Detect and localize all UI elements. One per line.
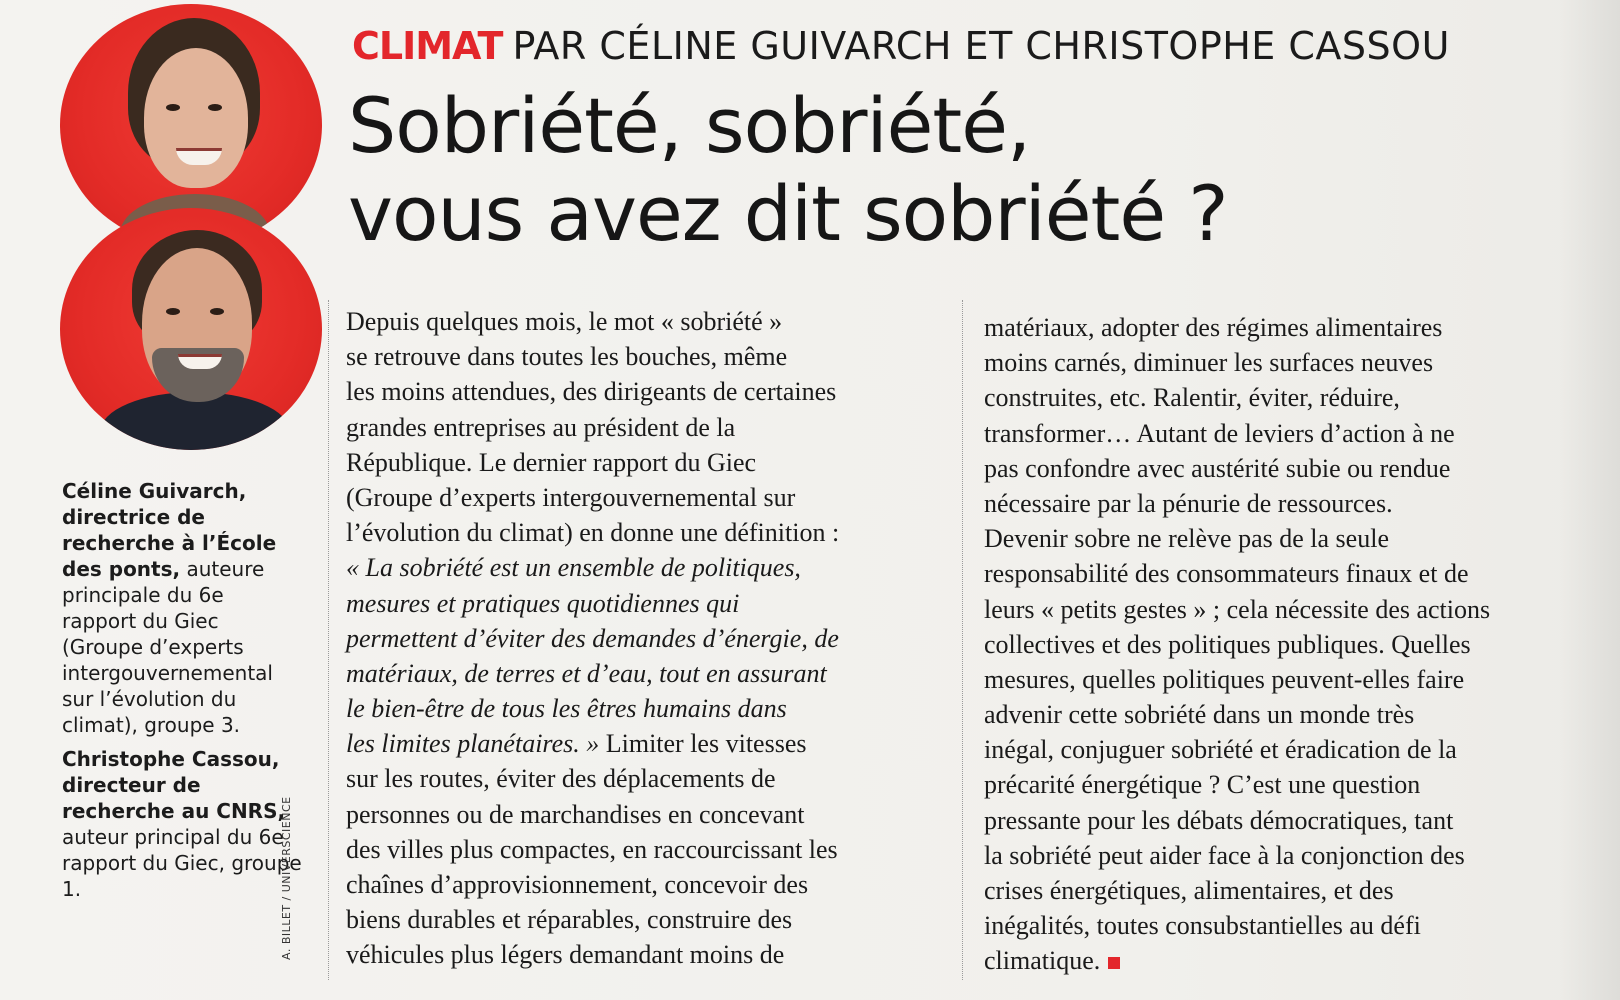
author-captions [62, 478, 302, 910]
quoted-definition: le bien-être de tous les êtres humains dans [346, 694, 787, 724]
body-line [984, 873, 1564, 908]
body-text: (Groupe d’experts intergouvernemental sur [346, 482, 796, 512]
headline-line-1: Sobriété, sobriété, [348, 81, 1031, 170]
body-line [346, 726, 946, 761]
body-line [346, 410, 946, 445]
body-text: nécessaire par la pénurie de ressources. [984, 488, 1393, 518]
body-line [984, 662, 1564, 697]
body-text: grandes entreprises au président de la [346, 412, 736, 442]
column-rule-left [328, 300, 329, 980]
body-text: responsabilité des consommateurs finaux et de [984, 559, 1469, 589]
author-caption-1 [62, 478, 302, 738]
body-line [984, 556, 1564, 591]
body-text: biens durables et réparables, construire des [346, 905, 793, 935]
body-text: matériaux, adopter des régimes alimentaires [984, 313, 1443, 342]
body-line [346, 902, 946, 937]
body-line [346, 515, 946, 550]
body-text: les moins attendues, des dirigeants de certaines [346, 377, 837, 407]
body-line [984, 416, 1564, 451]
body-text: crises énergétiques, alimentaires, et des [984, 876, 1394, 905]
body-text: transformer… Autant de leviers d’action à ne [984, 418, 1455, 448]
body-text: l’évolution du climat) en donne une définition : [346, 518, 840, 548]
byline: PAR CÉLINE GUIVARCH ET CHRISTOPHE CASSOU [512, 24, 1450, 68]
category-label: CLIMAT [352, 24, 503, 68]
body-text: construites, etc. Ralentir, éviter, réduire, [984, 383, 1400, 413]
quoted-definition: les limites planétaires. » [346, 729, 600, 759]
body-line [984, 943, 1564, 978]
end-of-article-mark [1108, 957, 1120, 969]
body-line [346, 480, 946, 515]
body-line [346, 761, 946, 796]
body-line [984, 451, 1564, 486]
body-line [346, 937, 946, 972]
body-line [984, 627, 1564, 662]
body-text: personnes ou de marchandises en concevant [346, 799, 805, 829]
body-text: climatique. [984, 946, 1101, 976]
quoted-definition: mesures et pratiques quotidiennes qui [346, 588, 740, 618]
author-1-name: Céline Guivarch, directrice de recherche à l’École des ponts, [62, 479, 277, 581]
body-text: République. Le dernier rapport du Giec [346, 447, 757, 477]
body-text: pas confondre avec austérité subie ou rendue [984, 453, 1451, 483]
quoted-definition: « La sobriété est un ensemble de politiques, [346, 553, 801, 583]
body-text: Devenir sobre ne relève pas de la seule [984, 524, 1389, 554]
body-line [346, 867, 946, 902]
body-text: inégal, conjuguer sobriété et éradication de la [984, 735, 1457, 765]
body-line [346, 656, 946, 691]
body-line [984, 838, 1564, 873]
body-text: se retrouve dans toutes les bouches, même [346, 342, 788, 372]
body-text: leurs « petits gestes » ; cela nécessite des actions [984, 594, 1491, 624]
body-text: pressante pour les débats démocratiques, tant [984, 805, 1454, 835]
headline-line-2: vous avez dit sobriété ? [348, 169, 1228, 258]
body-text: des villes plus compactes, en raccourcissant les [346, 834, 838, 864]
body-line [984, 486, 1564, 521]
body-line [346, 832, 946, 867]
quoted-definition: permettent d’éviter des demandes d’énergie, de [346, 623, 839, 653]
body-text: Depuis quelques mois, le mot « sobriété » [346, 307, 783, 336]
body-line [984, 697, 1564, 732]
body-line [984, 767, 1564, 802]
article-headline [348, 82, 1448, 258]
body-line [984, 310, 1564, 345]
body-line [346, 621, 946, 656]
body-line [346, 445, 946, 480]
quoted-definition: matériaux, de terres et d’eau, tout en assurant [346, 658, 827, 688]
column-rule-middle [962, 300, 963, 980]
body-text: véhicules plus légers demandant moins de [346, 940, 785, 970]
body-text: moins carnés, diminuer les surfaces neuves [984, 348, 1434, 378]
body-column-1 [346, 304, 946, 973]
body-line [346, 691, 946, 726]
body-line [984, 521, 1564, 556]
body-line [984, 592, 1564, 627]
author-photo-christophe-cassou [60, 208, 322, 450]
body-text: sur les routes, éviter des déplacements de [346, 764, 776, 794]
body-text: advenir cette sobriété dans un monde très [984, 700, 1415, 730]
author-2-name: Christophe Cassou, directeur de recherche au CNRS, [62, 747, 286, 823]
body-text: collectives et des politiques publiques. Quelles [984, 629, 1471, 659]
body-column-2 [984, 310, 1564, 979]
body-line [346, 339, 946, 374]
author-2-description: auteur principal du 6e rapport du Giec, groupe 1. [62, 825, 302, 901]
body-text: mesures, quelles politiques peuvent-elles faire [984, 664, 1465, 694]
adjacent-page-edge [1560, 0, 1620, 1000]
body-text: précarité énergétique ? C’est une question [984, 770, 1421, 800]
body-line [346, 304, 946, 339]
author-caption-2 [62, 746, 302, 902]
body-text: Limiter les vitesses [599, 729, 807, 759]
body-text: la sobriété peut aider face à la conjonction des [984, 840, 1465, 870]
body-line [984, 380, 1564, 415]
article-kicker [352, 22, 1450, 70]
body-text: chaînes d’approvisionnement, concevoir des [346, 870, 809, 899]
body-line [984, 732, 1564, 767]
body-line [346, 374, 946, 409]
body-line [984, 908, 1564, 943]
body-line [984, 345, 1564, 380]
body-text: inégalités, toutes consubstantielles au défi [984, 911, 1421, 941]
body-line [346, 586, 946, 621]
body-line [984, 803, 1564, 838]
body-line [346, 797, 946, 832]
photo-credit: A. BILLET / UNIVERSCIENCE [280, 796, 293, 960]
author-1-description: auteure principale du 6e rapport du Giec (Groupe d’experts intergouvernemental sur l’évolution du climat), groupe 3. [62, 557, 273, 737]
body-line [346, 550, 946, 585]
